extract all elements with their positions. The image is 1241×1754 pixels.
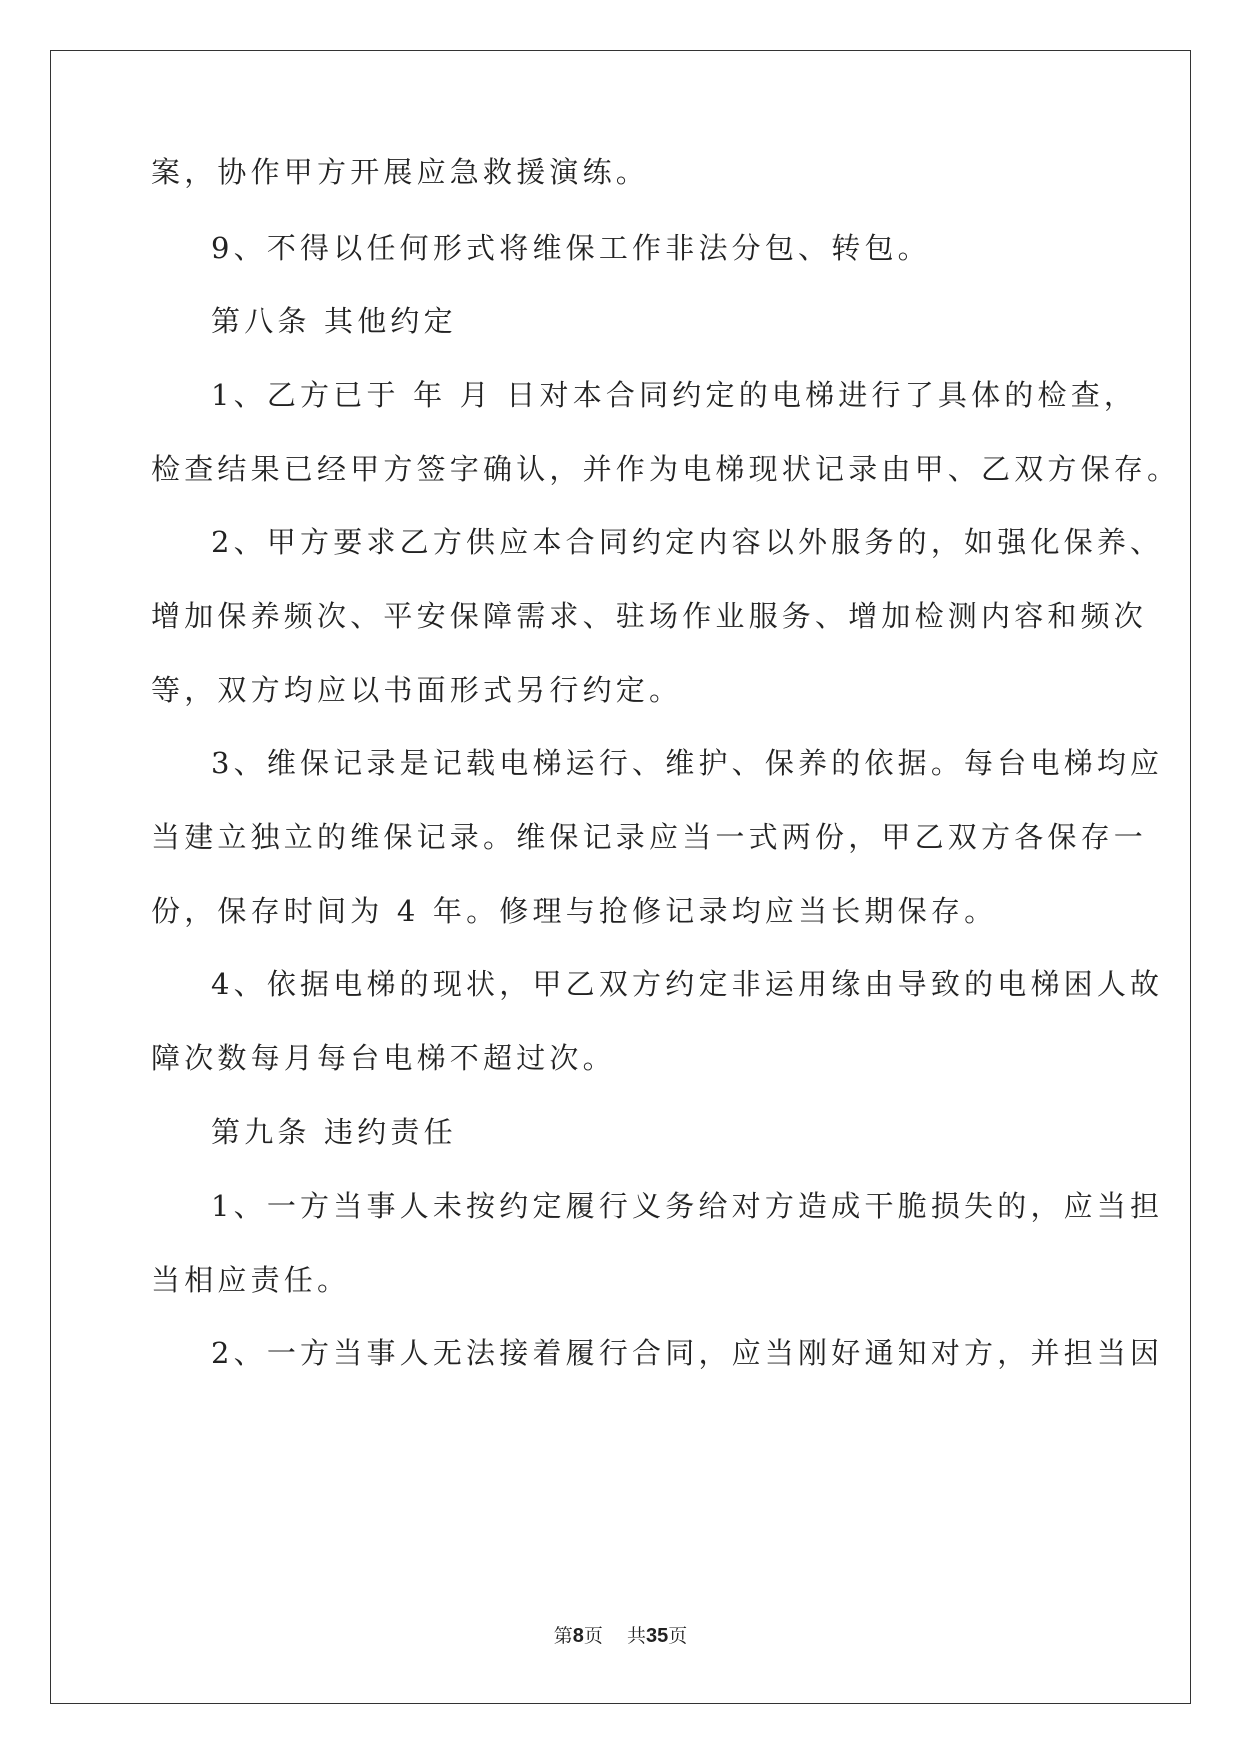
text-line-16: 当相应责任。 [151,1263,351,1297]
text-line-10: 当建立独立的维保记录。维保记录应当一式两份，甲乙双方各保存一 [151,820,1148,854]
footer-total-pages: 35 [645,1625,669,1647]
footer-page-prefix: 第 [553,1625,573,1647]
text-line-8: 等，双方均应以书面形式另行约定。 [151,673,683,707]
text-line-4: 1、乙方已于 年 月 日对本合同约定的电梯进行了具体的检查， [211,378,1138,412]
text-line-2: 9、不得以任何形式将维保工作非法分包、转包。 [211,231,931,265]
section-heading-9: 第九条 违约责任 [211,1115,457,1149]
footer-page-number: 8 [572,1625,584,1647]
page-border [50,50,1191,1704]
footer-total-suffix: 页 [668,1625,688,1647]
text-line-13: 障次数每月每台电梯不超过次。 [151,1041,616,1075]
text-line-6: 2、甲方要求乙方供应本合同约定内容以外服务的，如强化保养、 [211,525,1164,559]
text-line-5: 检查结果已经甲方签字确认，并作为电梯现状记录由甲、乙双方保存。 [151,452,1181,486]
text-line-17: 2、一方当事人无法接着履行合同，应当刚好通知对方，并担当因 [211,1336,1164,1370]
footer-total-prefix: 共 [626,1625,646,1647]
page-footer [0,1624,1241,1648]
text-line-12: 4、依据电梯的现状，甲乙双方约定非运用缘由导致的电梯困人故 [211,967,1164,1001]
footer-page-suffix: 页 [583,1625,603,1647]
text-line-11: 份，保存时间为 4 年。修理与抢修记录均应当长期保存。 [151,894,998,928]
text-line-1: 案，协作甲方开展应急救援演练。 [151,155,650,189]
text-line-9: 3、维保记录是记载电梯运行、维护、保养的依据。每台电梯均应 [211,746,1164,780]
text-line-15: 1、一方当事人未按约定履行义务给对方造成干脆损失的，应当担 [211,1189,1164,1223]
text-line-7: 增加保养频次、平安保障需求、驻场作业服务、增加检测内容和频次 [151,599,1148,633]
section-heading-8: 第八条 其他约定 [211,304,457,338]
